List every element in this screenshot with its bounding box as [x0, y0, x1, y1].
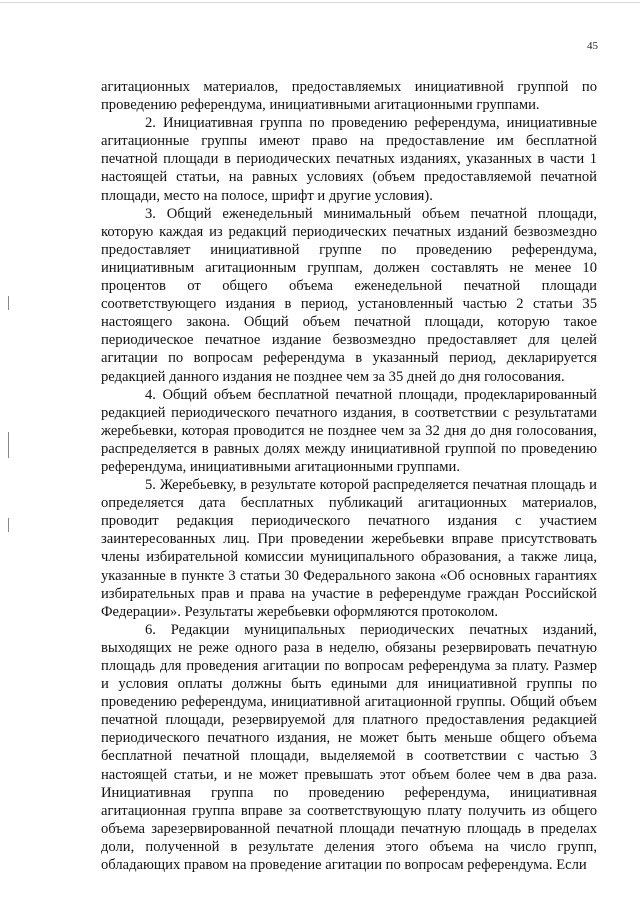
paragraph: 6. Редакции муниципальных периодических печатных изданий, выходящих не реже одного раза в неделю, обязаны резервировать печатную площадь для проведения агитации по вопросам референдума за плату. Размер и условия оплаты должны быть едиными для инициативной группы по проведению референдума, инициативной агитационной группы. Общий объем печатной площади, резервируемой для платного предоставления редакцией периодического печатного издания, не может быть меньше общего объема бесплатной печатной площади, выделяемой в соответствии с частью 3 настоящей статьи, и не может превышать этот объем более чем в два раза. Инициативная группа по проведению референдума, инициативная агитационная группа вправе за соответствующую плату получить из общего объема зарезервированной печатной площади печатную площадь в пределах доли, полученной в результате деления этого объема на число групп, обладающих правом на проведение агитации по вопросам референдума. Если — [101, 621, 597, 874]
paragraph: 2. Инициативная группа по проведению референдума, инициативные агитационные группы имеют право на предоставление им бесплатной печатной площади в периодических печатных изданиях, указанных в части 1 настоящей статьи, на равных условиях (объем предоставляемой печатной площади, место на полосе, шрифт и другие условия). — [101, 115, 597, 204]
paragraph: 3. Общий еженедельный минимальный объем печатной площади, которую каждая из редакций периодических печатных изданий безвозмездно предоставляет инициативной группе по проведению референдума, инициативным агитационным группам, должен составлять не менее 10 процентов от общего объема еженедельной печатной площади соответствующего издания в период, установленный частью 2 статьи 35 настоящего закона. Общий объем печатной площади, которую такое периодическое печатное издание безвозмездно предоставляет для целей агитации по вопросам референдума в указанный период, декларируется редакцией данного издания не позднее чем за 35 дней до дня голосования. — [101, 205, 597, 385]
scan-margin-mark — [8, 518, 9, 532]
page-number: 45 — [587, 40, 598, 52]
scan-margin-mark — [8, 296, 9, 310]
document-body — [101, 78, 597, 874]
scan-edge-line — [0, 2, 640, 3]
scan-margin-mark — [8, 432, 9, 458]
paragraph: 4. Общий объем бесплатной печатной площади, продекларированный редакцией периодического печатного издания, в соответствии с результатами жеребьевки, которая проводится не позднее чем за 32 дня до дня голосования, распределяется в равных долях между инициативной группой по проведению референдума, инициативными агитационными группами. — [101, 386, 597, 475]
paragraph: 5. Жеребьевку, в результате которой распределяется печатная площадь и определяется дата бесплатных публикаций агитационных материалов, проводит редакция периодического печатного издания с участием заинтересованных лиц. При проведении жеребьевки вправе присутствовать члены избирательной комиссии муниципального образования, а также лица, указанные в пункте 3 статьи 30 Федерального закона «Об основных гарантиях избирательных прав и права на участие в референдуме граждан Российской Федерации». Результаты жеребьевки оформляются протоколом. — [101, 477, 597, 620]
paragraph: агитационных материалов, предоставляемых инициативной группой по проведению референдума, инициативными агитационными группами. — [101, 79, 597, 114]
